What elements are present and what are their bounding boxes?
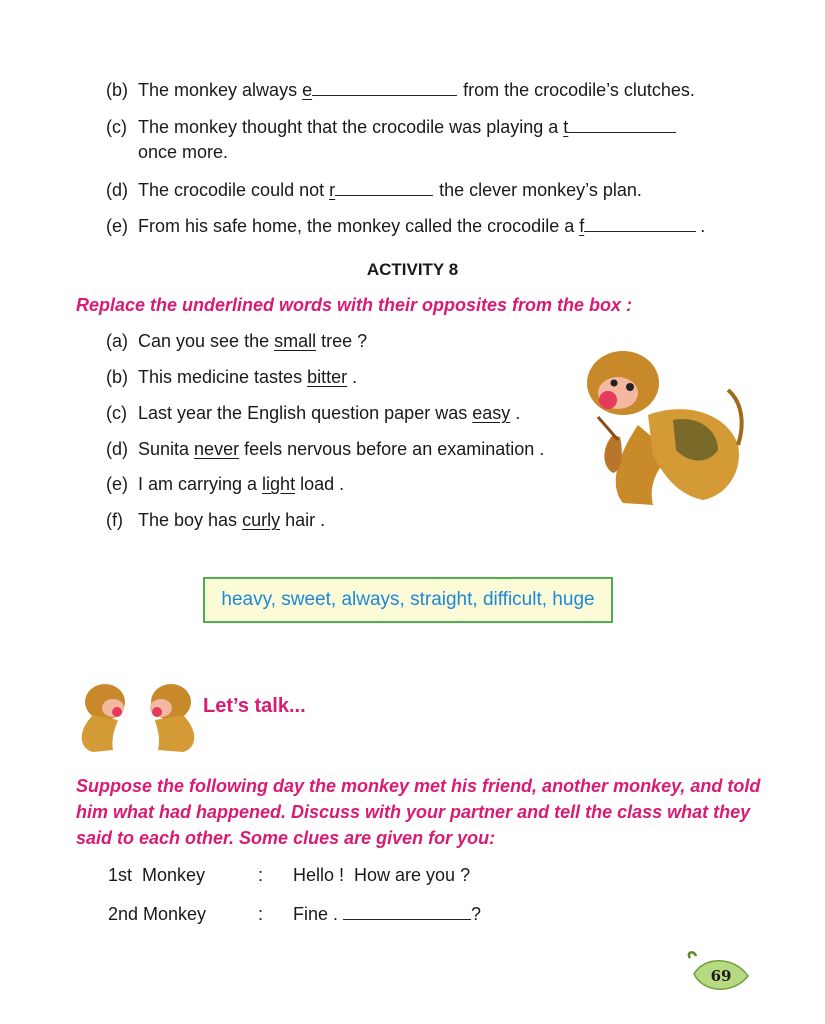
monkey-cheek xyxy=(112,707,122,717)
activity-item-d: (d) Sunita never feels nervous before an examination . xyxy=(106,439,545,459)
exercise-item-e: (e) From his safe home, the monkey called the crocodile a f . xyxy=(106,213,705,237)
monkey-eye xyxy=(611,380,618,387)
monkey-cheek xyxy=(152,707,162,717)
word-box: heavy, sweet, always, straight, difficult, huge xyxy=(203,577,613,623)
dialogue-line-2: 2nd Monkey : Fine . ? xyxy=(108,901,481,925)
dialogue-line-1: 1st Monkey : Hello ! How are you ? xyxy=(108,865,471,885)
exercise-item-b: (b) The monkey always e from the crocodile’s clutches. xyxy=(106,77,695,101)
activity-title: ACTIVITY 8 xyxy=(366,260,459,279)
activity-instruction: Replace the underlined words with their opposites from the box : xyxy=(76,295,633,315)
monkey-body xyxy=(155,715,194,752)
activity-item-b: (b) This medicine tastes bitter . xyxy=(106,367,358,387)
exercise-item-c: (c) The monkey thought that the crocodile was playing a t xyxy=(106,114,676,138)
activity-item-f: (f) The boy has curly hair . xyxy=(106,510,326,530)
answer-blank[interactable] xyxy=(312,77,457,96)
answer-blank[interactable] xyxy=(568,114,676,133)
lets-talk-instruction: Suppose the following day the monkey met his friend, another monkey, and told him what had happened. Discuss with your partner and tell the class what they said to each other. Some clues are given for you: xyxy=(76,776,761,848)
lets-talk-title: Let’s talk... xyxy=(203,695,306,717)
monkey-cheek xyxy=(599,391,617,409)
page-number: 69 xyxy=(710,967,732,985)
monkey-finger xyxy=(598,417,618,440)
page-number-leaf xyxy=(684,950,754,998)
answer-blank[interactable] xyxy=(343,901,471,920)
two-monkeys-illustration xyxy=(73,680,203,755)
answer-blank[interactable] xyxy=(335,177,433,196)
activity-item-a: (a) Can you see the small tree ? xyxy=(106,331,368,351)
exercise-item-d: (d) The crocodile could not r the clever monkey’s plan. xyxy=(106,177,642,201)
activity-item-c: (c) Last year the English question paper was easy . xyxy=(106,403,521,423)
monkey-eye xyxy=(626,383,634,391)
monkey-body xyxy=(82,715,118,752)
activity-item-e: (e) I am carrying a light load . xyxy=(106,474,345,494)
leaf-stem-icon xyxy=(689,952,696,958)
exercise-item-c-continuation: once more. xyxy=(138,142,229,162)
thinking-monkey-illustration xyxy=(578,345,748,510)
answer-blank[interactable] xyxy=(584,213,696,232)
